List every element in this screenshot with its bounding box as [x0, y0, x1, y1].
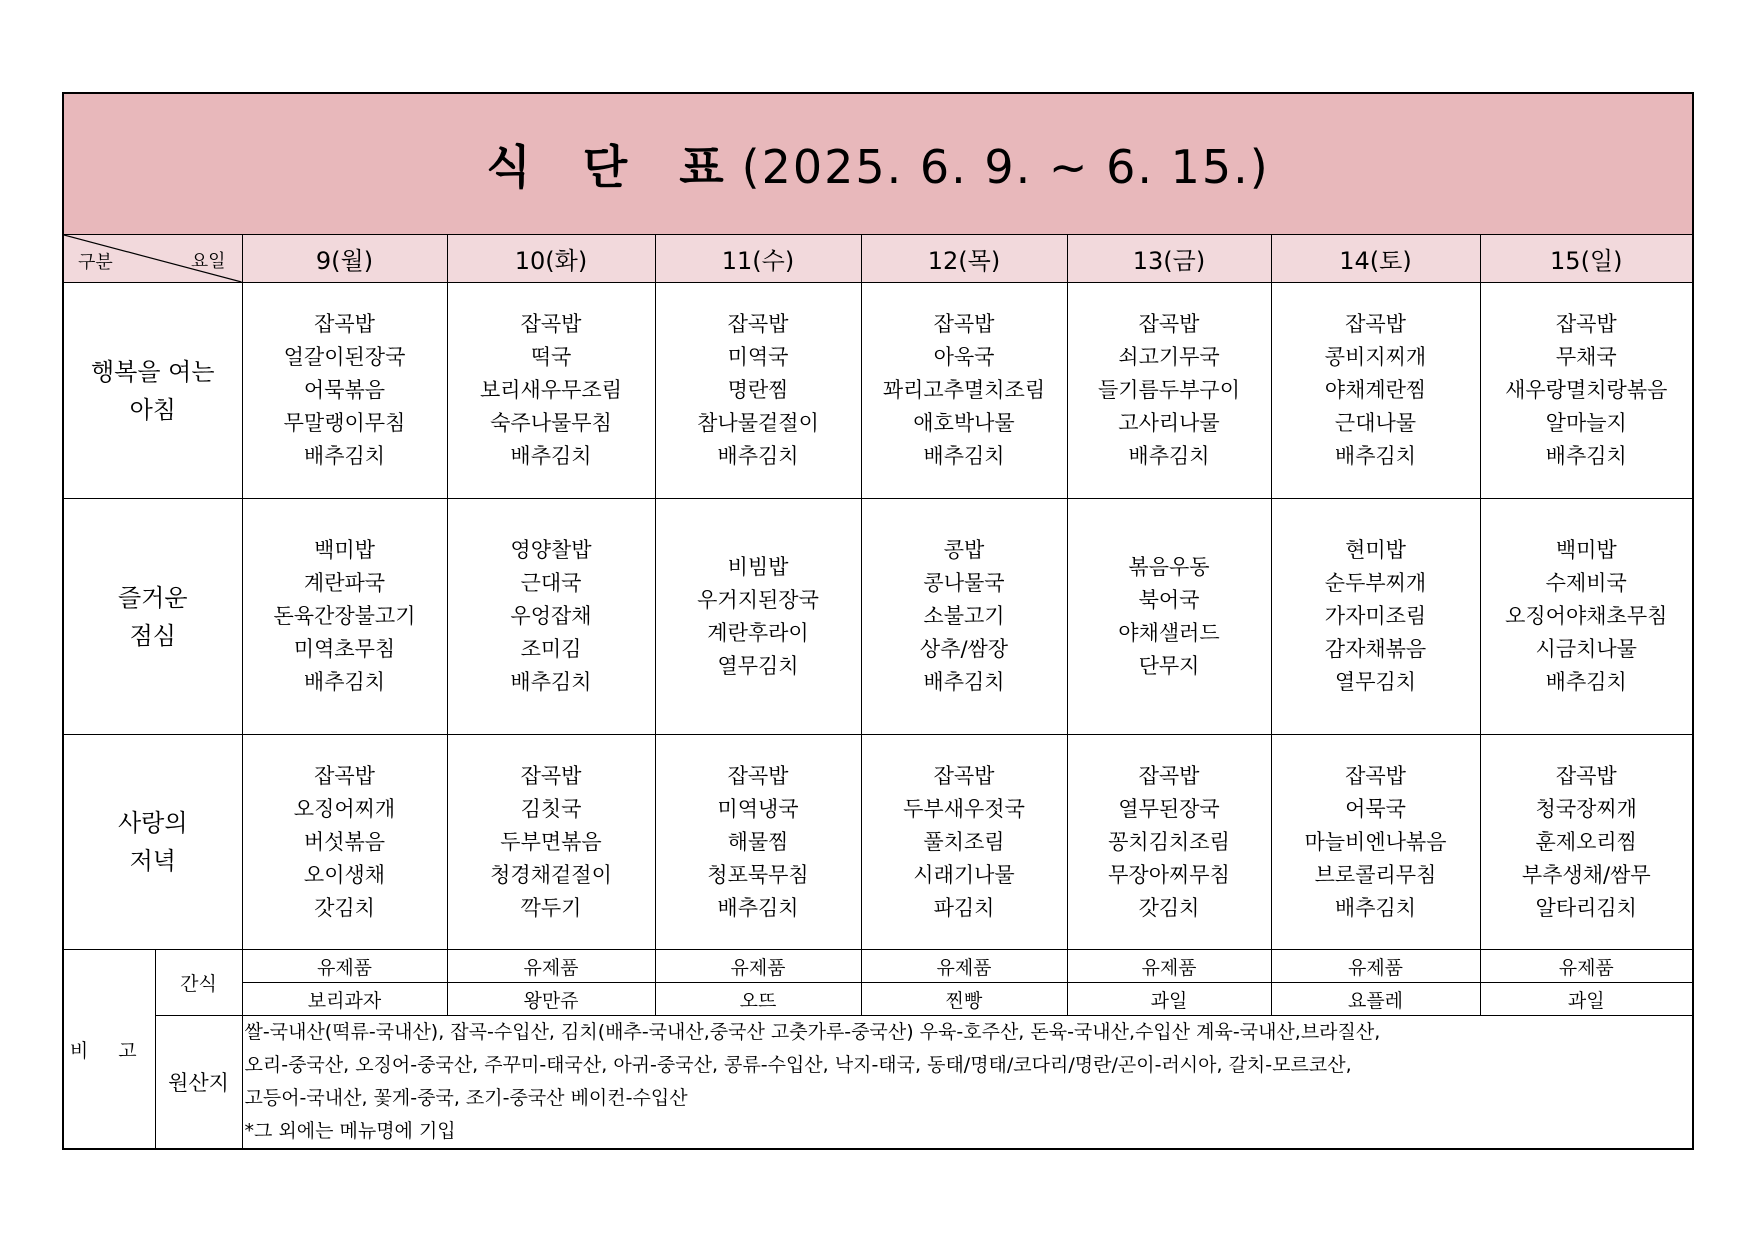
- menu-item: 배추김치: [717, 444, 799, 468]
- snack-cell: 유제품: [1480, 950, 1693, 983]
- meal-label-line: 즐거운: [117, 583, 188, 612]
- snack-cell: 오뜨: [655, 983, 861, 1016]
- menu-item: 백미밥: [1555, 538, 1617, 562]
- menu-item: 아욱국: [933, 345, 995, 369]
- menu-item: 얼갈이된장국: [283, 345, 406, 369]
- meal-label-dinner: [63, 735, 242, 950]
- menu-item: 북어국: [1138, 587, 1200, 612]
- menu-item: 청포묵무침: [707, 862, 809, 887]
- menu-item: 콩밥: [943, 538, 985, 562]
- origin-text: [242, 1016, 1693, 1150]
- menu-cell: [1271, 735, 1480, 950]
- title-banner: [63, 93, 1693, 235]
- menu-cell: [861, 735, 1067, 950]
- day-header: 9(월): [242, 235, 447, 283]
- snack-cell: 보리과자: [242, 983, 447, 1016]
- day-header: 14(토): [1271, 235, 1480, 283]
- menu-item: 배추김치: [923, 670, 1005, 694]
- menu-item: 잡곡밥: [1345, 763, 1406, 788]
- menu-item: 배추김치: [1334, 895, 1417, 920]
- meal-row-lunch: [63, 499, 1693, 735]
- menu-cell: [1480, 283, 1693, 499]
- menu-item: 미역초무침: [293, 637, 396, 661]
- menu-item: 청경채겉절이: [490, 862, 612, 887]
- menu-item: 무장아찌무침: [1108, 862, 1230, 887]
- menu-item: 시금치나물: [1535, 637, 1637, 661]
- meal-label-line: 점심: [129, 621, 176, 650]
- menu-item: 배추김치: [1545, 670, 1627, 694]
- menu-item: 배추김치: [1128, 444, 1210, 468]
- menu-cell: [447, 499, 655, 735]
- origin-line: 오리-중국산, 오징어-중국산, 주꾸미-태국산, 아귀-중국산, 콩류-수입산, 낙지-태국, 동태/명태/코다리/명란/곤이-러시아, 갈치-모르코산,: [244, 1054, 1352, 1076]
- menu-item: 콩나물국: [923, 571, 1005, 595]
- menu-item: 근대나물: [1334, 411, 1417, 435]
- menu-cell: [655, 499, 861, 735]
- snack-row-1: [63, 950, 1693, 983]
- menu-item: 새우랑멸치랑볶음: [1505, 378, 1668, 402]
- menu-item: 풀치조림: [923, 829, 1005, 854]
- meal-label-lunch: [63, 499, 242, 735]
- menu-item: 잡곡밥: [933, 763, 995, 788]
- menu-item: 오이생채: [303, 862, 386, 887]
- menu-item: 마늘비엔나볶음: [1304, 829, 1447, 854]
- meal-label-line: 저녁: [129, 847, 176, 875]
- menu-item: 버섯볶음: [303, 829, 386, 854]
- menu-item: 잡곡밥: [727, 763, 789, 788]
- menu-item: 잡곡밥: [1555, 763, 1617, 788]
- menu-item: 상추/쌈장: [919, 637, 1009, 661]
- menu-item: 잡곡밥: [520, 312, 582, 336]
- snack-cell: 유제품: [1067, 950, 1271, 983]
- snack-cell: 과일: [1480, 983, 1693, 1016]
- menu-item: 배추김치: [923, 444, 1005, 468]
- menu-item: 야채계란찜: [1324, 378, 1427, 402]
- menu-item: 계란파국: [303, 571, 386, 595]
- origin-line: 고등어-국내산, 꽃게-중국, 조기-중국산 베이컨-수입산: [244, 1087, 688, 1109]
- menu-item: 잡곡밥: [933, 312, 995, 336]
- menu-cell: [861, 283, 1067, 499]
- menu-item: 훈제오리찜: [1535, 829, 1637, 854]
- menu-cell: [1271, 283, 1480, 499]
- menu-item: 두부새우젓국: [903, 796, 1025, 821]
- menu-item: 비빔밥: [727, 554, 789, 579]
- meal-row-breakfast: [63, 283, 1693, 499]
- menu-item: 우거지된장국: [697, 587, 819, 612]
- origin-line: 쌀-국내산(떡류-국내산), 잡곡-수입산, 김치(배추-국내산,중국산 고춧가루-중국산) 우육-호주산, 돈육-국내산,수입산 계육-국내산,브라질산,: [244, 1021, 1381, 1043]
- menu-item: 무말랭이무침: [283, 411, 406, 435]
- menu-item: 두부면볶음: [500, 829, 602, 854]
- menu-cell: [1480, 735, 1693, 950]
- menu-item: 근대국: [520, 571, 582, 595]
- menu-item: 갓김치: [1138, 895, 1200, 920]
- menu-item: 시래기나물: [913, 862, 1015, 887]
- menu-item: 소불고기: [923, 604, 1005, 628]
- menu-item: 어묵국: [1345, 796, 1406, 821]
- menu-item: 배추김치: [1334, 444, 1417, 468]
- menu-item: 배추김치: [510, 670, 592, 694]
- menu-cell: [1067, 283, 1271, 499]
- menu-item: 수제비국: [1545, 571, 1627, 595]
- snack-cell: 유제품: [242, 950, 447, 983]
- menu-item: 들기름두부구이: [1097, 378, 1240, 402]
- menu-item: 돈육간장불고기: [273, 604, 416, 628]
- menu-item: 깍두기: [520, 895, 582, 920]
- menu-item: 순두부찌개: [1324, 571, 1427, 595]
- menu-cell: [655, 735, 861, 950]
- menu-item: 조미김: [520, 637, 582, 661]
- day-header: 12(목): [861, 235, 1067, 283]
- menu-item: 가자미조림: [1324, 604, 1427, 628]
- menu-item: 감자채볶음: [1324, 637, 1427, 661]
- menu-item: 알타리김치: [1535, 895, 1637, 920]
- menu-item: 숙주나물무침: [490, 411, 612, 435]
- menu-item: 미역냉국: [717, 796, 799, 821]
- menu-item: 고사리나물: [1118, 411, 1220, 435]
- menu-cell: [447, 283, 655, 499]
- menu-item: 배추김치: [303, 670, 386, 694]
- origin-line: *그 외에는 메뉴명에 기입: [244, 1120, 456, 1142]
- menu-cell: [861, 499, 1067, 735]
- menu-item: 무채국: [1555, 345, 1617, 369]
- menu-item: 백미밥: [314, 538, 375, 562]
- snack-cell: 왕만쥬: [447, 983, 655, 1016]
- remarks-label: 비 고: [63, 950, 155, 1150]
- menu-item: 청국장찌개: [1535, 796, 1637, 821]
- title-period: (2025. 6. 9. ~ 6. 15.): [741, 140, 1270, 194]
- menu-item: 계란후라이: [707, 620, 809, 645]
- menu-cell: [655, 283, 861, 499]
- day-header: 13(금): [1067, 235, 1271, 283]
- menu-item: 미역국: [727, 345, 789, 369]
- menu-item: 참나물겉절이: [697, 411, 819, 435]
- menu-item: 김칫국: [520, 796, 582, 821]
- menu-item: 단무지: [1138, 653, 1200, 678]
- menu-item: 오징어야채초무침: [1505, 604, 1668, 628]
- menu-item: 야채샐러드: [1118, 620, 1220, 645]
- menu-item: 애호박나물: [913, 411, 1015, 435]
- menu-cell: [1271, 499, 1480, 735]
- meal-row-dinner: [63, 735, 1693, 950]
- menu-item: 떡국: [530, 345, 572, 369]
- menu-item: 배추김치: [717, 895, 799, 920]
- menu-cell: [1480, 499, 1693, 735]
- menu-item: 영양찰밥: [510, 538, 592, 562]
- menu-item: 열무김치: [717, 653, 799, 678]
- menu-cell: [447, 735, 655, 950]
- menu-table: [62, 92, 1694, 1150]
- menu-item: 꽁치김치조림: [1108, 829, 1230, 854]
- menu-item: 콩비지찌개: [1324, 345, 1427, 369]
- menu-cell: [1067, 499, 1271, 735]
- menu-item: 꽈리고추멸치조림: [882, 378, 1046, 402]
- day-header: 10(화): [447, 235, 655, 283]
- snack-cell: 유제품: [655, 950, 861, 983]
- menu-item: 잡곡밥: [520, 763, 582, 788]
- day-header-row: [63, 235, 1693, 283]
- menu-item: 우엉잡채: [510, 604, 592, 628]
- menu-item: 파김치: [933, 895, 995, 920]
- origin-label: 원산지: [155, 1016, 242, 1150]
- category-day-corner-cell: [63, 235, 242, 283]
- snack-cell: 찐빵: [861, 983, 1067, 1016]
- meal-label-line: 사랑의: [117, 809, 188, 837]
- menu-item: 잡곡밥: [314, 763, 375, 788]
- page-title: 식 단 표: [486, 140, 742, 194]
- menu-item: 잡곡밥: [1138, 763, 1200, 788]
- menu-item: 오징어찌개: [293, 796, 396, 821]
- day-header: 15(일): [1480, 235, 1693, 283]
- meal-label-breakfast: [63, 283, 242, 499]
- menu-item: 알마늘지: [1545, 411, 1627, 435]
- menu-item: 현미밥: [1345, 538, 1406, 562]
- day-header: 11(수): [655, 235, 861, 283]
- meal-label-line: 행복을 여는: [90, 357, 215, 386]
- menu-item: 갓김치: [314, 895, 375, 920]
- menu-item: 해물찜: [727, 829, 789, 854]
- menu-item: 쇠고기무국: [1118, 345, 1220, 369]
- menu-item: 열무된장국: [1118, 796, 1220, 821]
- menu-cell: [242, 735, 447, 950]
- snack-label: 간식: [155, 950, 242, 1016]
- snack-cell: 과일: [1067, 983, 1271, 1016]
- snack-cell: 유제품: [447, 950, 655, 983]
- menu-item: 배추김치: [303, 444, 386, 468]
- menu-cell: [242, 499, 447, 735]
- snack-row-2: [63, 983, 1693, 1016]
- menu-item: 열무김치: [1334, 670, 1417, 694]
- menu-item: 어묵볶음: [303, 378, 386, 402]
- snack-cell: 유제품: [1271, 950, 1480, 983]
- menu-item: 부추생채/쌈무: [1521, 862, 1651, 887]
- menu-item: 잡곡밥: [1345, 312, 1406, 336]
- menu-item: 명란찜: [727, 378, 789, 402]
- menu-item: 배추김치: [510, 444, 592, 468]
- menu-item: 볶음우동: [1128, 554, 1210, 579]
- category-label: 구분: [78, 252, 113, 273]
- menu-item: 잡곡밥: [1555, 312, 1617, 336]
- menu-item: 잡곡밥: [314, 312, 375, 336]
- menu-cell: [1067, 735, 1271, 950]
- menu-item: 배추김치: [1545, 444, 1627, 468]
- day-label: 요일: [190, 251, 226, 272]
- snack-cell: 요플레: [1271, 983, 1480, 1016]
- menu-item: 보리새우무조림: [479, 378, 622, 402]
- menu-item: 잡곡밥: [1138, 312, 1200, 336]
- menu-cell: [242, 283, 447, 499]
- menu-item: 잡곡밥: [727, 312, 789, 336]
- meal-label-line: 아침: [129, 395, 176, 424]
- menu-item: 브로콜리무침: [1314, 862, 1437, 887]
- snack-cell: 유제품: [861, 950, 1067, 983]
- origin-row: [63, 1016, 1693, 1150]
